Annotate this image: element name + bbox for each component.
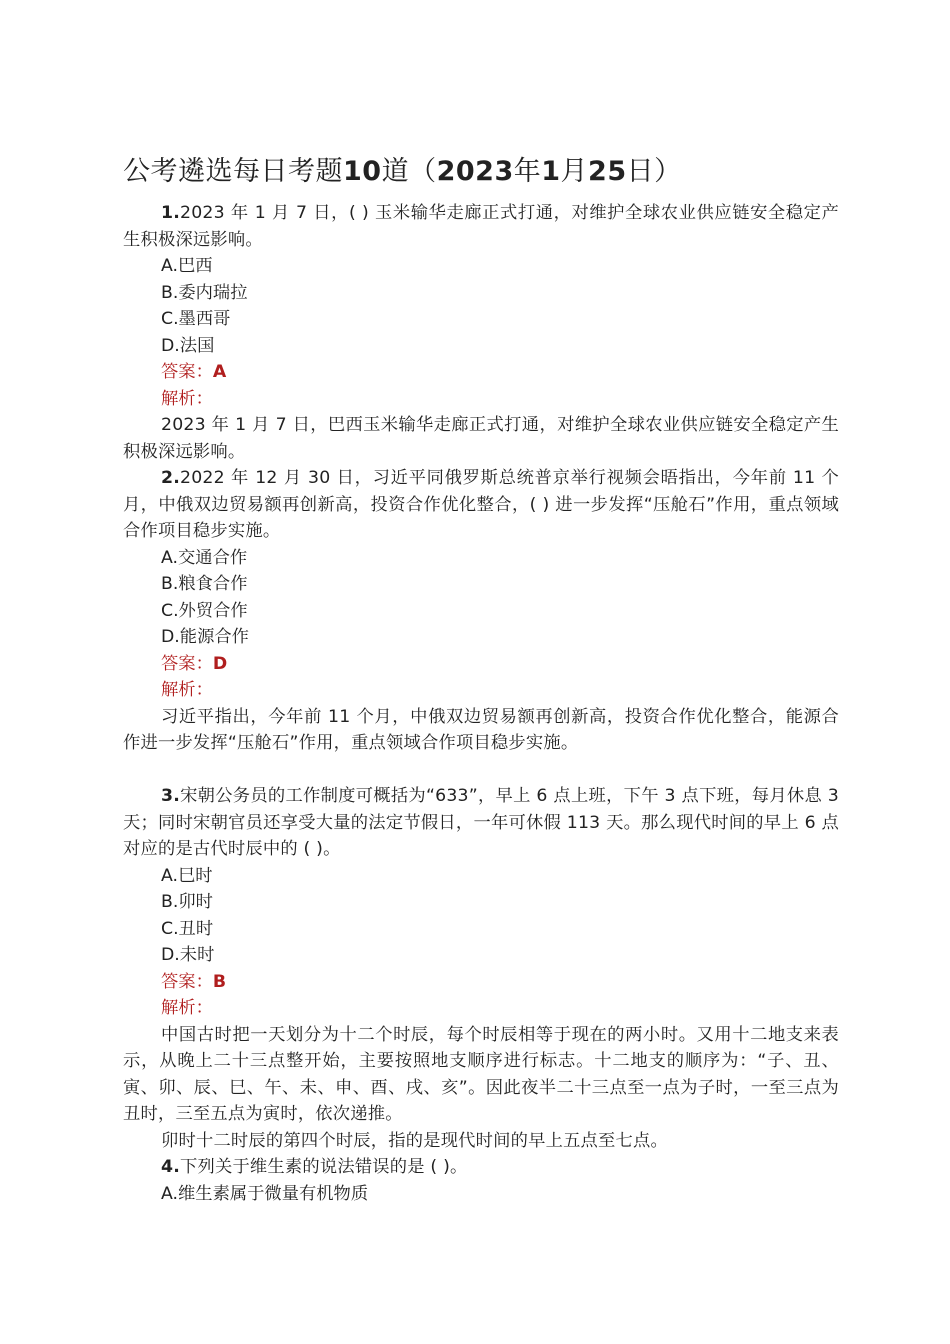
analysis-label: 解析： [161,680,213,700]
option-a: A.巴西 [161,256,213,276]
blank-line [123,757,839,784]
analysis-label: 解析： [161,388,213,409]
title-count: 10 [343,156,382,187]
title-month: 1 [541,156,561,187]
answer-value: B [212,971,227,992]
page-title [123,150,839,194]
option-d: D.能源合作 [161,627,249,647]
answer-line [123,651,839,678]
document-page [123,150,839,1207]
option-c: C.丑时 [161,918,214,939]
question-text: 宋朝公务员的工作制度可概括为“633”，早上 6 点上班，下午 3 点下班，每月休息 3 天；同时宋朝官员还享受大量的法定节假日，一年可休假 113 天。那么现代时间的早上 6 点对应的是古代时辰中的 ( )。 [123,786,839,859]
title-text: 月 [560,156,589,187]
option-a: A.巳时 [161,865,213,886]
answer-label: 答案： [161,653,213,674]
option-d: D.未时 [161,945,215,965]
question-stem [123,1154,839,1181]
title-text: 道（ [381,156,437,187]
analysis-label: 解析： [161,998,213,1018]
question-4 [123,1154,839,1207]
title-text: 日） [626,156,682,187]
question-number: 1. [161,203,180,223]
title-text: 年 [513,156,542,187]
question-text: 下列关于维生素的说法错误的是 ( )。 [180,1157,468,1177]
option-a: A.维生素属于微量有机物质 [161,1183,369,1204]
title-text: 公考遴选每日考题 [123,156,343,187]
answer-line [123,969,839,996]
answer-label: 答案： [161,362,213,382]
question-2 [123,465,839,757]
question-stem [123,200,839,253]
title-year: 2023 [436,156,514,187]
analysis-text: 卯时十二时辰的第四个时辰，指的是现代时间的早上五点至七点。 [161,1130,668,1151]
answer-line [123,359,839,386]
question-text: 2023 年 1 月 7 日，( ) 玉米输华走廊正式打通，对维护全球农业供应链安全稳定产生积极深远影响。 [123,203,839,250]
option-b: B.粮食合作 [161,574,248,594]
option-d: D.法国 [161,335,215,356]
question-stem [123,465,839,545]
answer-value: A [212,362,227,382]
question-number: 3. [161,786,180,806]
question-stem [123,783,839,863]
answer-value: D [212,653,228,674]
option-b: B.委内瑞拉 [161,282,248,303]
title-day: 25 [588,156,627,187]
question-text: 2022 年 12 月 30 日，习近平同俄罗斯总统普京举行视频会晤指出，今年前 11 个月，中俄双边贸易额再创新高，投资合作优化整合，( ) 进一步发挥“压舱石”作用，重点领域合作项目稳步实施。 [123,468,839,541]
question-number: 4. [161,1157,180,1177]
option-b: B.卯时 [161,892,213,912]
question-1 [123,200,839,465]
analysis-text: 2023 年 1 月 7 日，巴西玉米输华走廊正式打通，对维护全球农业供应链安全稳定产生积极深远影响。 [123,415,839,462]
analysis-text: 习近平指出，今年前 11 个月，中俄双边贸易额再创新高，投资合作优化整合，能源合作进一步发挥“压舱石”作用，重点领域合作项目稳步实施。 [123,706,839,753]
option-c: C.外贸合作 [161,600,248,621]
analysis-text: 中国古时把一天划分为十二个时辰，每个时辰相等于现在的两小时。又用十二地支来表示，从晚上二十三点整开始，主要按照地支顺序进行标志。十二地支的顺序为：“子、丑、寅、卯、辰、巳、午、未、申、酉、戌、亥”。因此夜半二十三点至一点为子时，一至三点为丑时，三至五点为寅时，依次递推。 [123,1024,839,1124]
option-a: A.交通合作 [161,547,248,568]
option-c: C.墨西哥 [161,309,231,329]
answer-label: 答案： [161,971,213,992]
question-3 [123,783,839,1154]
question-number: 2. [161,468,180,488]
